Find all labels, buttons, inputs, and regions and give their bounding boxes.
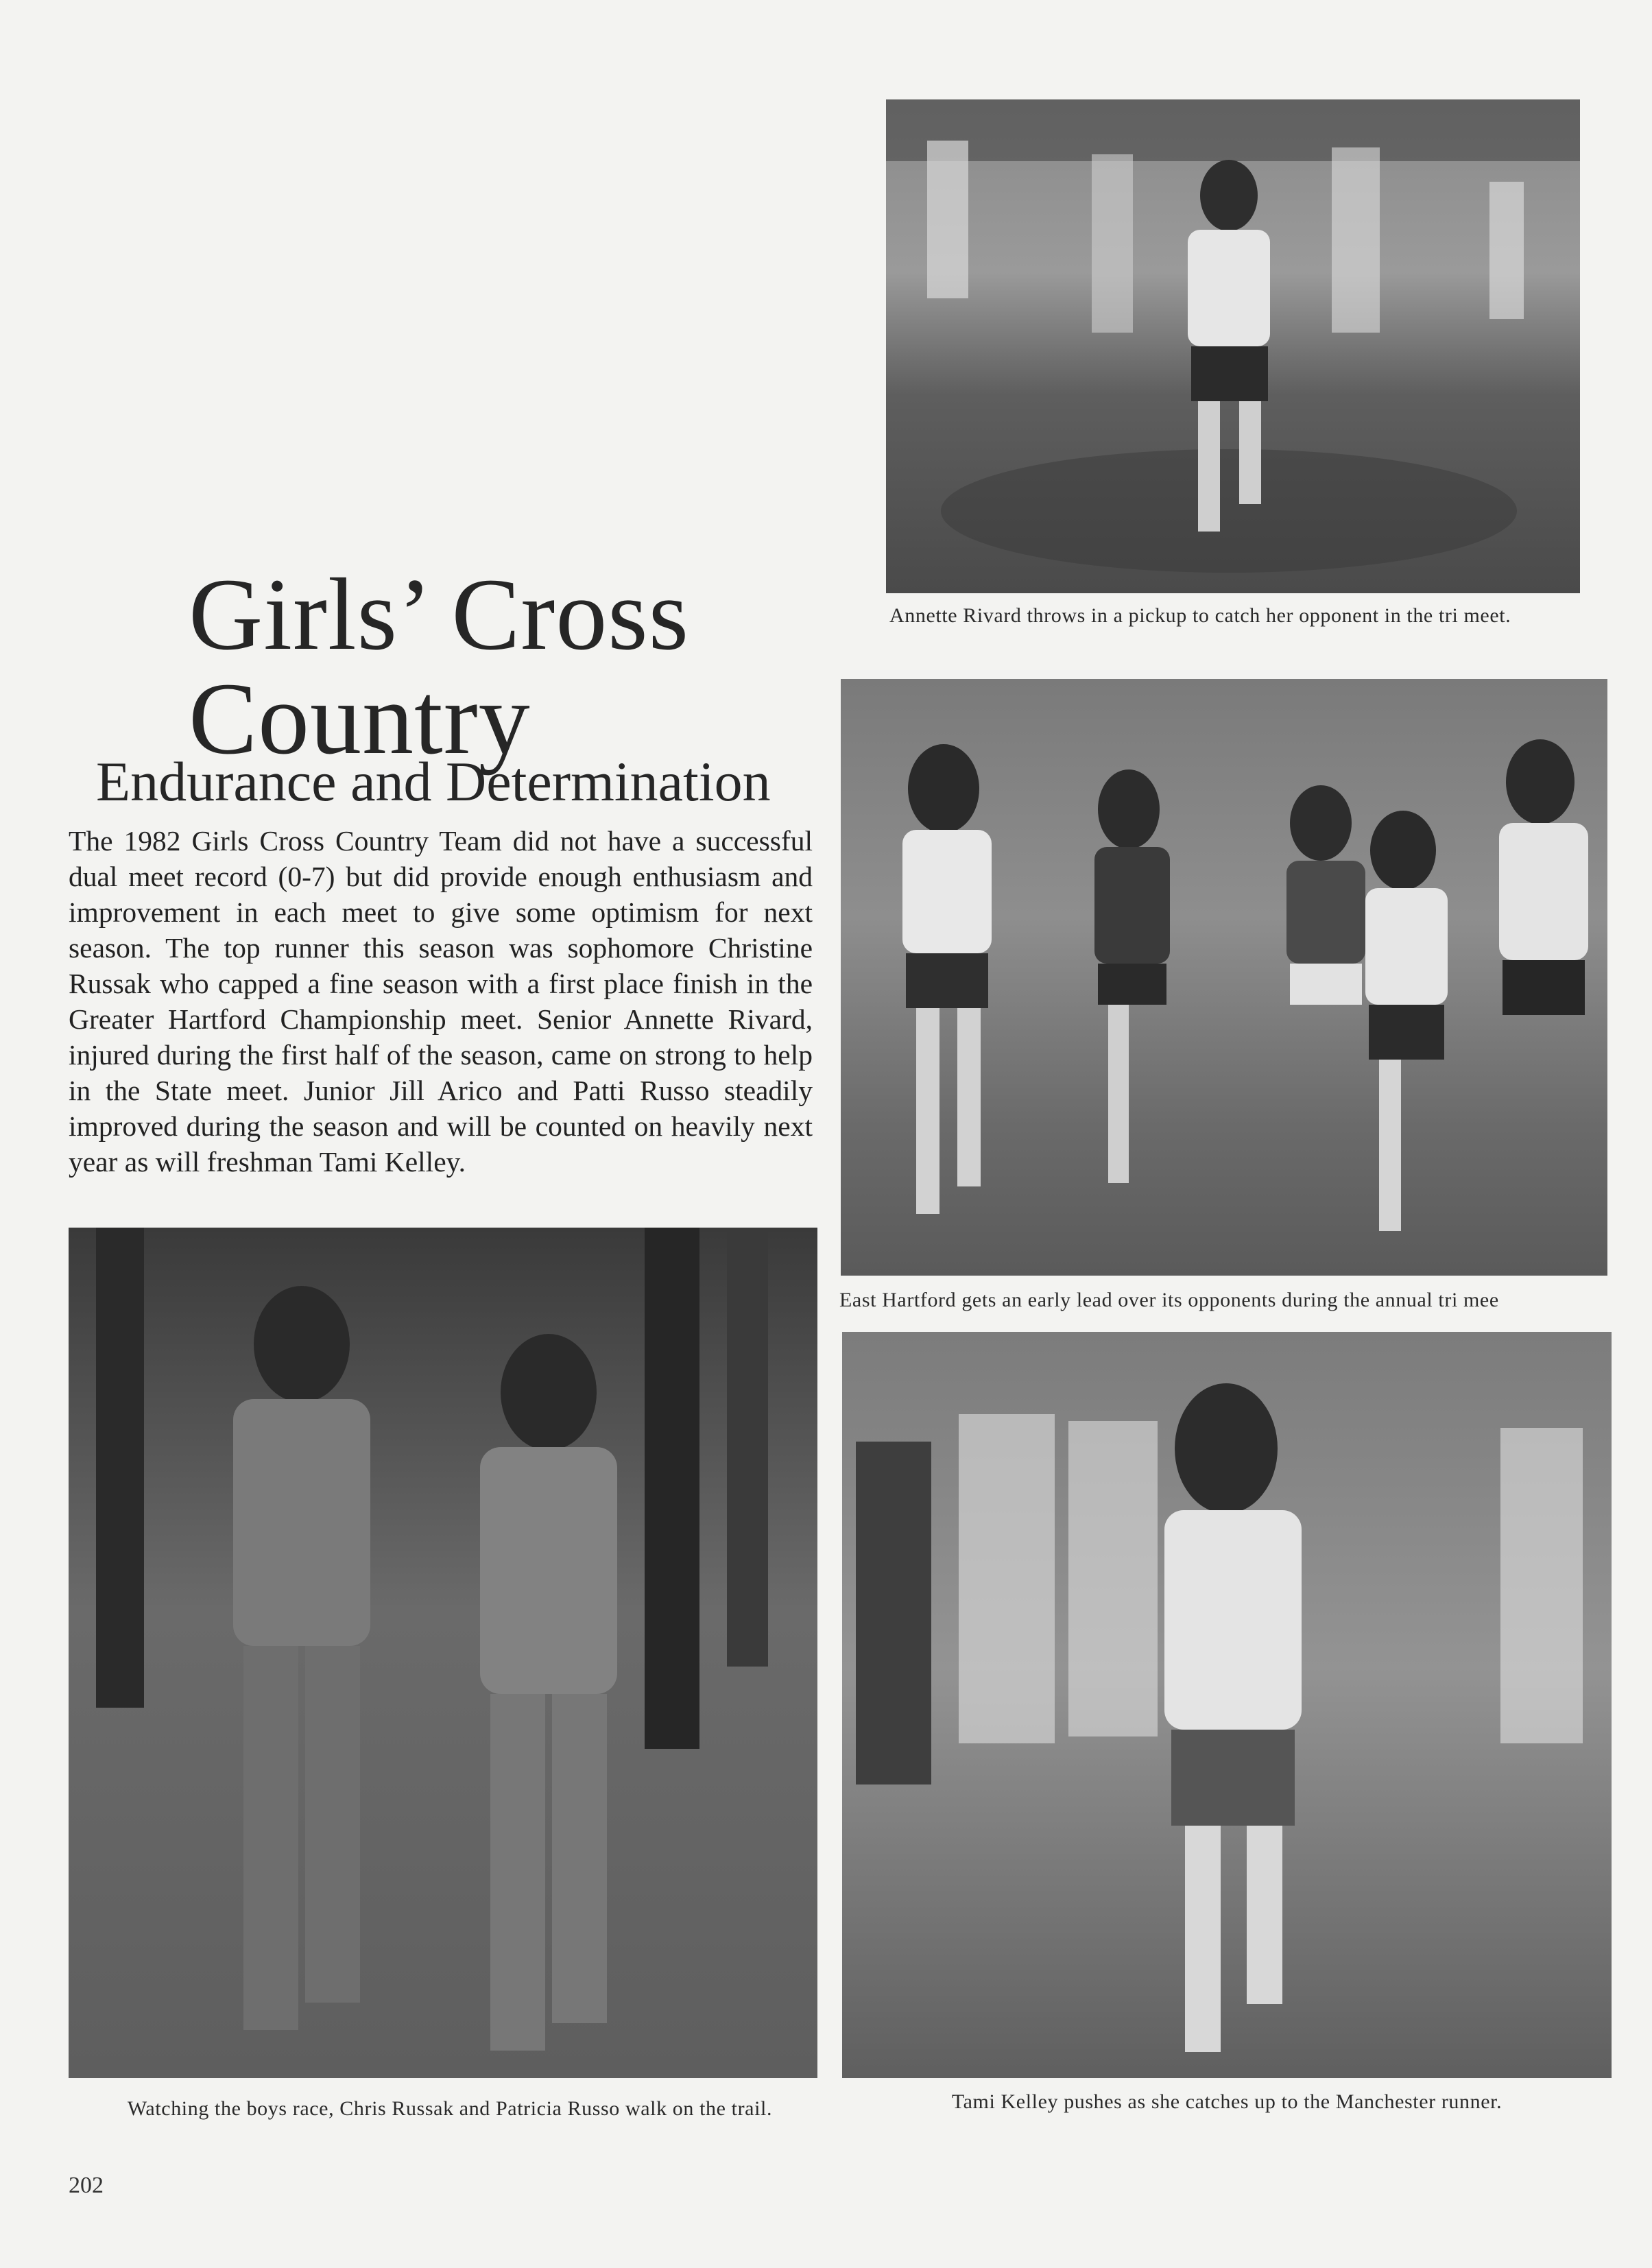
caption-early-lead: East Hartford gets an early lead over its opponents during the annual tri mee	[839, 1289, 1499, 1311]
photo-early-lead	[841, 679, 1607, 1276]
photo-walking-trail	[69, 1228, 817, 2078]
article-title-line1: Girls’ Cross	[189, 558, 690, 671]
photo-runner-pickup	[886, 99, 1580, 593]
caption-walking-trail: Watching the boys race, Chris Russak and Patricia Russo walk on the trail.	[127, 2097, 773, 2120]
photo-kelley-running	[842, 1332, 1612, 2078]
page-number: 202	[69, 2173, 104, 2198]
article-title-line2: Country	[189, 662, 531, 776]
photo-kelley-running-image	[842, 1332, 1612, 2078]
article-subtitle: Endurance and Determination	[96, 750, 771, 813]
caption-kelley-running: Tami Kelley pushes as she catches up to the Manchester runner.	[951, 2090, 1503, 2113]
photo-early-lead-image	[841, 679, 1607, 1276]
article-body: The 1982 Girls Cross Country Team did not have a successful dual meet record (0-7) but did provide enough enthusiasm and improvement in each meet to give some optimism for next season. The top runner this season was sophomore Christine Russak who capped a fine season with a first place finish in the Greater Hartford Championship meet. Senior Annette Rivard, injured during the first half of the season, came on strong to help in the State meet. Junior Jill Arico and Patti Russo steadily improved during the season and will be counted on heavily next year as will freshman Tami Kelley.	[69, 825, 813, 1178]
photo-runner-pickup-image	[886, 99, 1580, 593]
photo-walking-trail-image	[69, 1228, 817, 2078]
caption-runner-pickup: Annette Rivard throws in a pickup to catch her opponent in the tri meet.	[889, 604, 1511, 627]
article-title	[189, 558, 806, 776]
